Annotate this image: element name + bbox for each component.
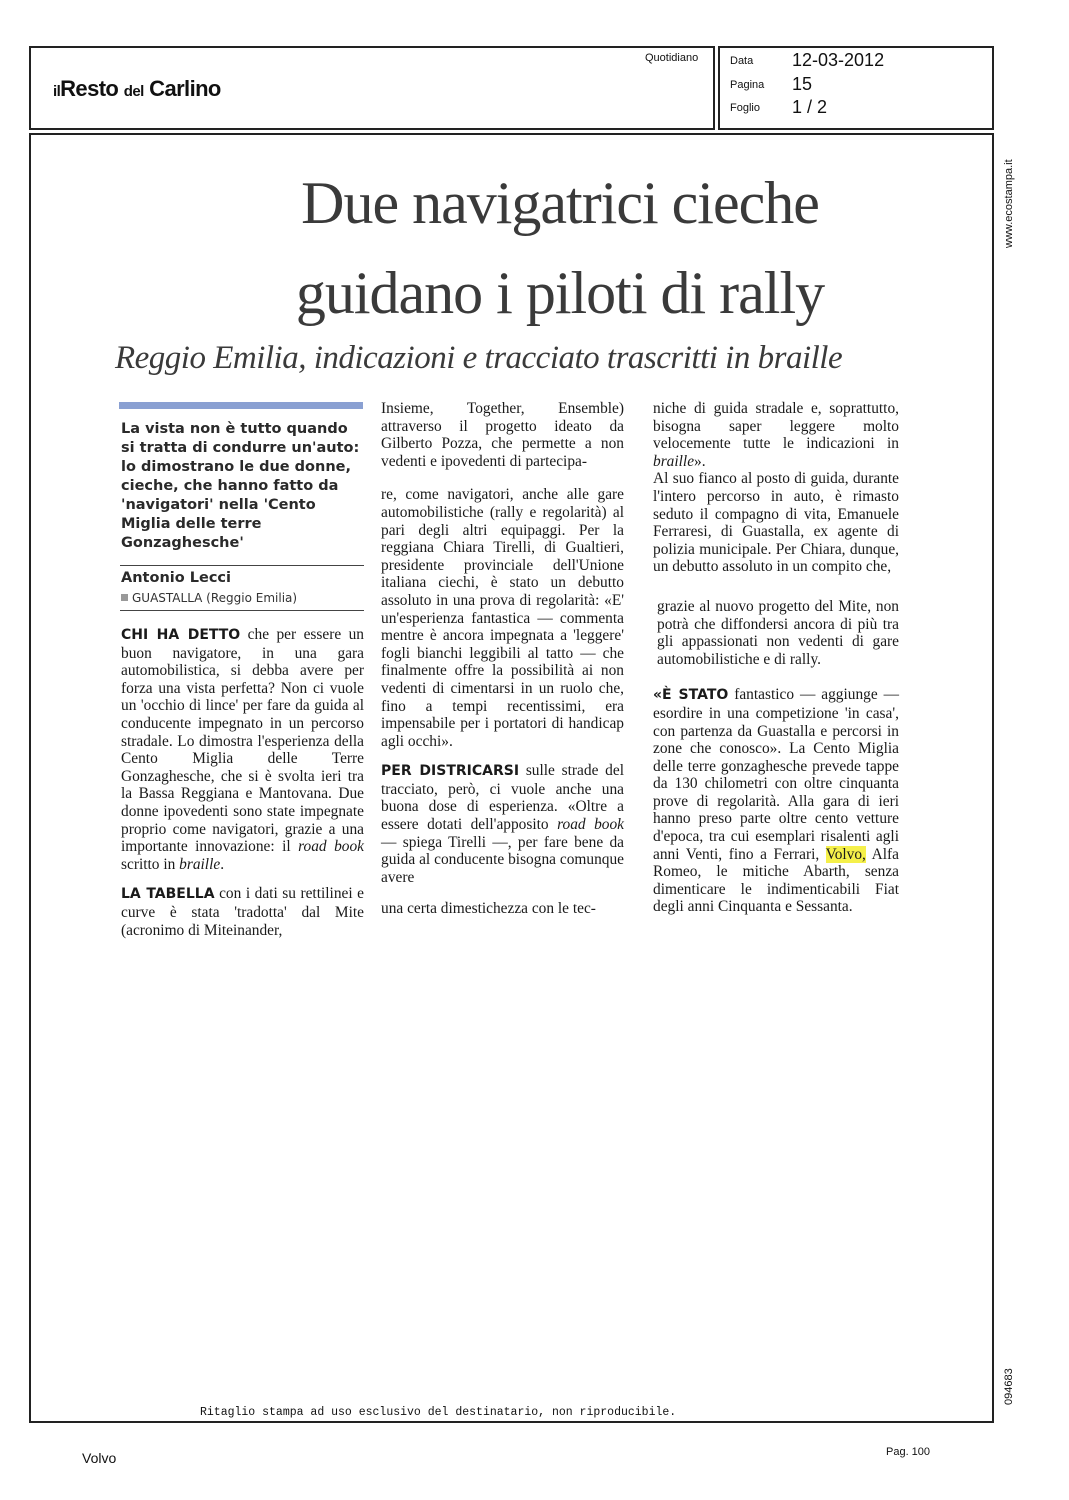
- page-value: 15: [792, 74, 813, 94]
- col2-paragraph-3: PER DISTRICARSI sulle strade del tracciato, però, ci vuole anche una buona dose di esperienza. «Oltre a essere dotati dell'apposito road book — spiega Tirelli —, per fare bene da guida al conducente bisogna comunque avere: [381, 762, 624, 886]
- col3-paragraph-2: Al suo fianco al posto di guida, durante l'intero percorso in auto, è rimasto seduto il compagno di vita, Emanuele Ferraresi, di Guastalla, ex agente di polizia municipale. Per Chiara, dunque, un debutto assoluto in un compito che,: [653, 470, 899, 576]
- col2-paragraph-1: Insieme, Together, Ensemble) attraverso il progetto ideato da Gilberto Pozza, che permette a non vedenti e ipovedenti di partecipa-: [381, 400, 624, 470]
- author-name: Antonio Lecci: [121, 570, 231, 586]
- dateline: GUASTALLA (Reggio Emilia): [121, 591, 297, 605]
- newspaper-logo: ilResto del Carlino: [53, 76, 221, 101]
- page-number: Pag. 100: [886, 1446, 931, 1458]
- date-label: Data: [730, 55, 754, 67]
- reproduction-notice: Ritaglio stampa ad uso esclusivo del destinatario, non riproducibile.: [200, 1406, 677, 1419]
- col1-paragraph-2: LA TABELLA con i dati su rettilinei e curve è stata 'tradotta' dal Mite (acronimo di Miteinander,: [121, 885, 364, 939]
- article-column-3: [653, 400, 899, 916]
- sheet-label: Foglio: [730, 102, 760, 114]
- col3-paragraph-3: grazie al nuovo progetto del Mite, non potrà che diffondersi ancora di più tra gli appassionati non vedenti di gare automobilistiche e di rally.: [657, 597, 899, 668]
- summary-bar: [119, 402, 363, 409]
- summary-divider: [120, 565, 364, 566]
- article-summary: La vista non è tutto quando si tratta di condurre un'auto: lo dimostrano le due donne, cieche, che hanno fatto da 'navigatori' nella 'Cento Miglia delle terre Gonzaghesche': [121, 421, 360, 551]
- code-vertical: 094683: [1003, 1368, 1015, 1405]
- periodicity-label: Quotidiano: [645, 52, 699, 64]
- col1-paragraph-1: CHI HA DETTO che per essere un buon navigatore, in una gara automobilistica, si debba avere per forza una vista perfetta? Non ci vuole un 'occhio di lince' per fare da guida al conducente impegnato in un percorso stradale. Lo dimostra l'esperienza della Cento Miglia delle Terre Gonzaghesche, che si è svolta ieri tra la Bassa Reggiana e Mantovana. Due donne ipovedenti sono state impegnate proprio come navigatori, grazie a una importante innovazione: il road book scritto in braille.: [121, 626, 365, 873]
- sheet-value: 1 / 2: [792, 97, 828, 117]
- col2-paragraph-4: una certa dimestichezza con le tec-: [381, 900, 596, 918]
- article-column-2: [381, 400, 624, 918]
- col3-paragraph-1: niche di guida stradale e, soprattutto, bisogna saper leggere molto velocemente tutte le indicazioni in braille».: [653, 400, 899, 470]
- article-subtitle: Reggio Emilia, indicazioni e tracciato trascritti in braille: [115, 340, 843, 376]
- article-column-1: [121, 626, 364, 939]
- date-value: 12-03-2012: [792, 50, 885, 70]
- keyword-label: Volvo: [82, 1450, 117, 1466]
- article-title-line2: guidano i piloti di rally: [295, 260, 825, 326]
- website-vertical: www.ecostampa.it: [1003, 159, 1015, 248]
- dateline-square-icon: [121, 594, 128, 601]
- volvo-highlight: Volvo,: [825, 845, 866, 863]
- col2-paragraph-2: re, come navigatori, anche alle gare automobilistiche (rally e regolarità) al pari degli altri equipaggi. Per la reggiana Chiara Tirelli, di Gualtieri, presidente provinciale dell'Unione italiana ciechi, è stato un debutto assoluto in una prova di regolarità: «E' un'esperienza fantastica — commenta mentre è ancora impegnata a 'leggere' fogli bianchi leggibili al tatto — che finalmente offre la possibilità ai non vedenti di cimentarsi in un ruolo che, fino a tempi recentissimi, era impensabile per i portatori di handicap agli occhi».: [381, 486, 624, 750]
- author-divider: [120, 610, 364, 611]
- page-label: Pagina: [730, 79, 765, 91]
- col3-paragraph-4: «È STATO fantastico — aggiunge — esordire in una competizione 'in casa', con partenza da Guastalla e percorsi in zone che conosco». La Cento Miglia delle terre gonzaghesche prevede tappe da 130 chilometri con oltre cinquanta prove di regolarità. Alla gara di ieri hanno preso parte oltre cento vetture d'epoca, tra cui esemplari risalenti agli anni Venti, fino a Ferrari, Volvo, Alfa Romeo, le mitiche Abarth, senza dimenticare le indimenticabili Fiat degli anni Cinquanta e Sessanta.: [653, 686, 899, 916]
- article-title-line1: Due navigatrici cieche: [301, 170, 819, 236]
